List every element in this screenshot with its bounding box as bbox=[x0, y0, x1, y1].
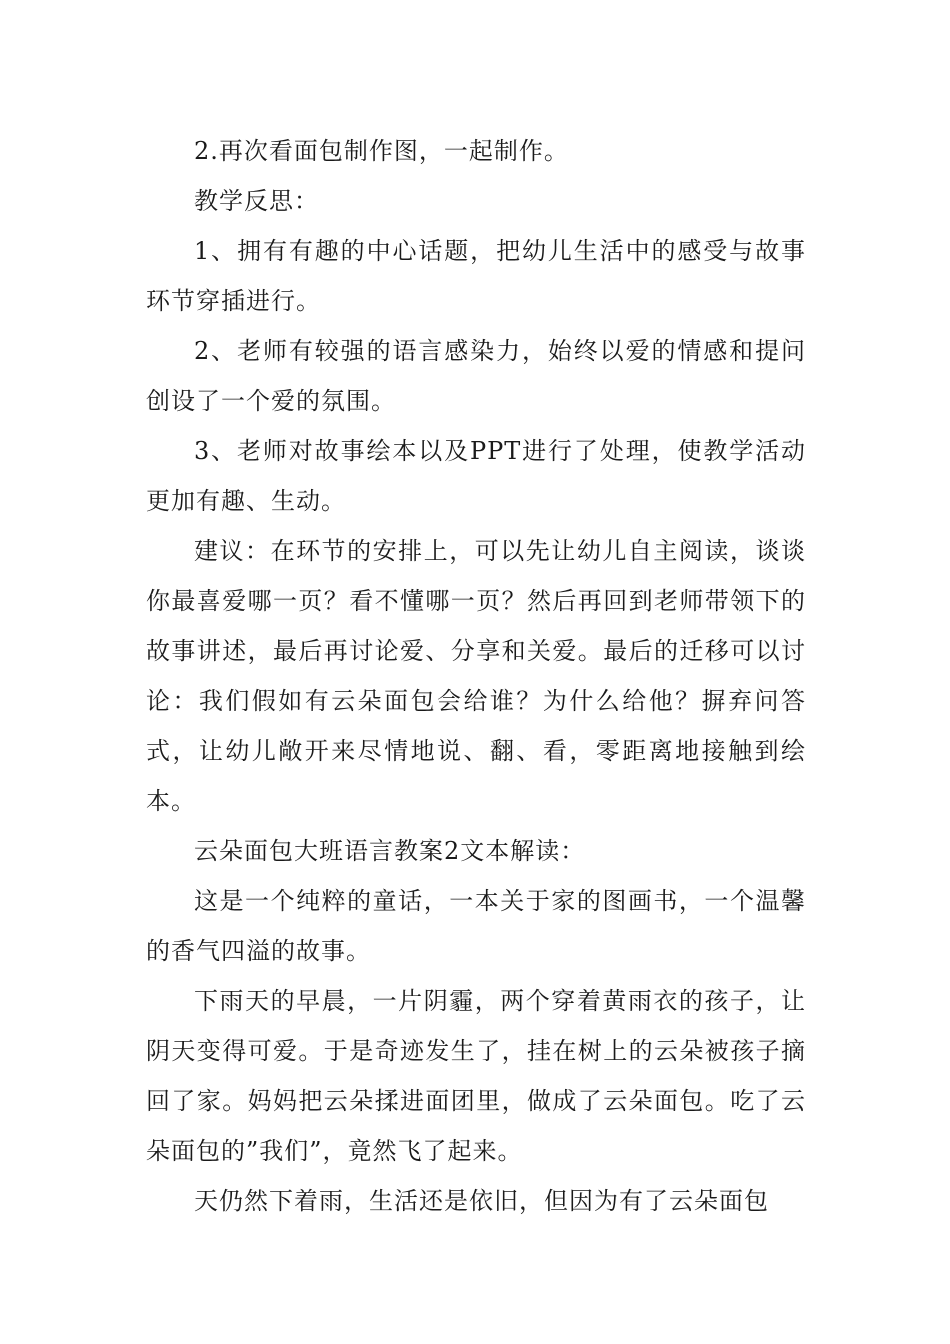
paragraph-plan-2-heading: 云朵面包大班语言教案2文本解读： bbox=[194, 837, 586, 865]
paragraph-story-summary: 下雨天的早晨，一片阴霾，两个穿着黄雨衣的孩子，让阴天变得可爱。于是奇迹发生了，挂在树上的云朵被孩子摘回了家。妈妈把云朵揉进面团里，做成了云朵面包。吃了云朵面包的”我们”，竟然飞了起来。 bbox=[146, 987, 806, 1165]
paragraph-reflection-heading: 教学反思： bbox=[194, 187, 319, 215]
paragraph-reflection-2: 2、老师有较强的语言感染力，始终以爱的情感和提问创设了一个爱的氛围。 bbox=[146, 337, 806, 415]
document-body bbox=[146, 126, 806, 1226]
paragraph-reflection-1: 1、拥有有趣的中心话题，把幼儿生活中的感受与故事环节穿插进行。 bbox=[146, 237, 806, 315]
paragraph-step-2: 2.再次看面包制作图，一起制作。 bbox=[194, 137, 569, 165]
paragraph-story-continued: 天仍然下着雨，生活还是依旧，但因为有了云朵面包 bbox=[194, 1187, 769, 1215]
paragraph-reflection-3: 3、老师对故事绘本以及PPT进行了处理，使教学活动更加有趣、生动。 bbox=[146, 437, 806, 515]
paragraph-text-intro: 这是一个纯粹的童话，一本关于家的图画书，一个温馨的香气四溢的故事。 bbox=[146, 887, 806, 965]
paragraph-suggestion: 建议：在环节的安排上，可以先让幼儿自主阅读，谈谈你最喜爱哪一页？看不懂哪一页？然后再回到老师带领下的故事讲述，最后再讨论爱、分享和关爱。最后的迁移可以讨论：我们假如有云朵面包会给谁？为什么给他？摒弃问答式，让幼儿敞开来尽情地说、翻、看，零距离地接触到绘本。 bbox=[146, 537, 806, 815]
